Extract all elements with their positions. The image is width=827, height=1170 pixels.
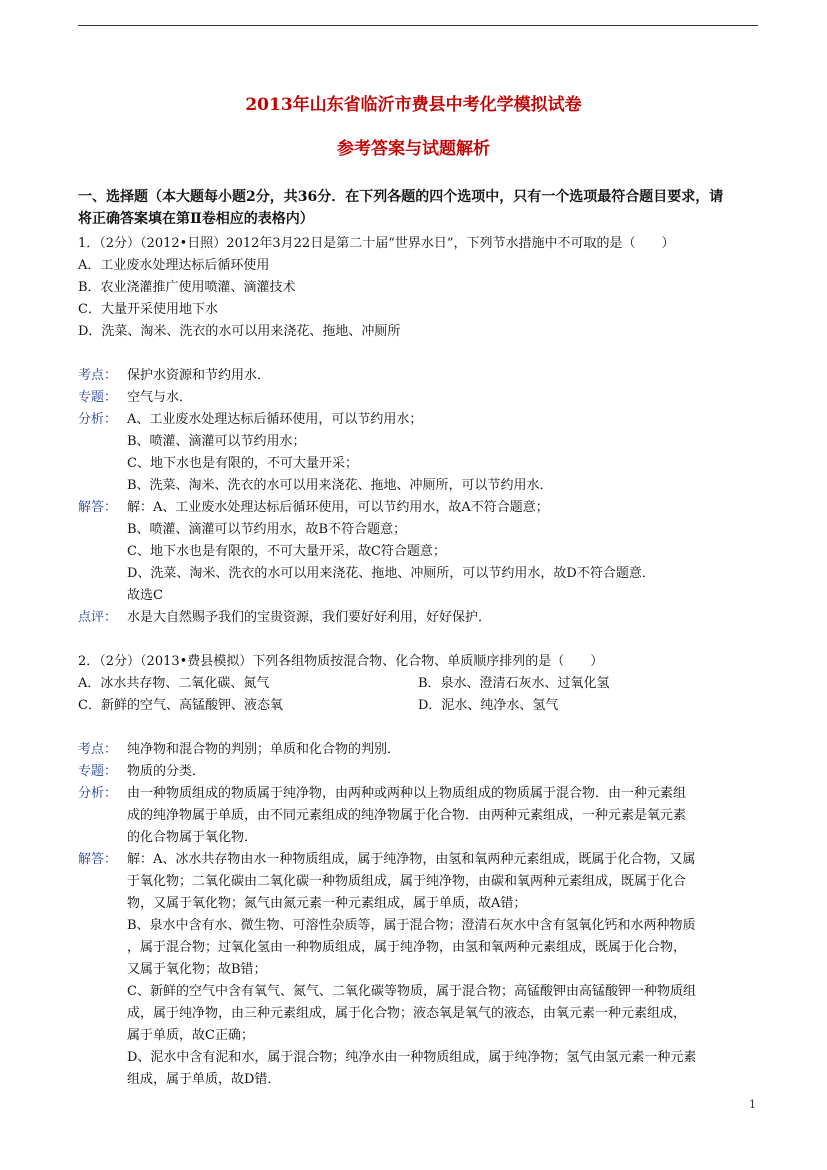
document-title: 2013年山东省临沂市费县中考化学模拟试卷	[245, 95, 582, 115]
question-2-stem: 2．（2分）（2013•费县模拟）下列各组物质按混合物、化合物、单质顺序排列的是（ ）	[78, 654, 604, 669]
q1-fenxi-line: A、工业废水处理达标后循环使用，可以节约用水；	[127, 412, 423, 427]
q1-fenxi-label: 分析：	[78, 412, 118, 427]
section-heading	[78, 186, 758, 230]
q2-jieda-line: 解：A、冰水共存物由水一种物质组成，属于纯净物，由氢和氧两种元素组成，既属于化合物，又属	[127, 852, 696, 867]
q1-jieda-line: B、喷灌、滴灌可以节约用水，故B不符合题意；	[127, 522, 407, 537]
q2-fenxi-label: 分析：	[78, 786, 118, 801]
q2-jieda-line: 成，属于纯净物，由三种元素组成，属于化合物；液态氧是氧气的液态，由氧元素一种元素组成，	[127, 1006, 687, 1021]
header-rule	[78, 25, 758, 26]
q2-kaodian-label: 考点：	[78, 742, 118, 757]
q2-kaodian: 纯净物和混合物的判别；单质和化合物的判别．	[127, 742, 401, 757]
question-2-option-b: B．泉水、澄清石灰水、过氧化氢	[418, 676, 610, 691]
question-2-option-d: D．泥水、纯净水、氢气	[418, 698, 559, 713]
q2-jieda-line: 属于单质，故C正确；	[127, 1028, 254, 1043]
q1-jieda-label: 解答：	[78, 500, 118, 515]
section-heading-line-1: 一、选择题（本大题每小题2分，共36分．在下列各题的四个选项中，只有一个选项最符合题目要求，请	[78, 189, 724, 205]
q2-fenxi-line: 由一种物质组成的物质属于纯净物，由两种或两种以上物质组成的物质属于混合物．由一种元素组	[127, 786, 687, 801]
question-1-stem: 1．（2分）（2012•日照）2012年3月22日是第二十届“世界水日”，下列节水措施中不可取的是（ ）	[78, 236, 675, 251]
q1-fenxi-line: C、地下水也是有限的，不可大量开采；	[127, 456, 358, 471]
question-1-option-d: D．洗菜、淘米、洗衣的水可以用来浇花、拖地、冲厕所	[78, 324, 401, 339]
q1-kaodian: 保护水资源和节约用水．	[127, 368, 271, 383]
q2-jieda-line: C、新鲜的空气中含有氧气、氮气、二氧化碳等物质，属于混合物；高锰酸钾由高锰酸钾一种物质组	[127, 984, 696, 999]
q1-jieda-line: 故选C	[127, 588, 163, 603]
q2-fenxi-line: 成的纯净物属于单质，由不同元素组成的纯净物属于化合物．由两种元素组成，一种元素是氧元素	[127, 808, 687, 823]
document-subtitle: 参考答案与试题解析	[337, 139, 490, 159]
q2-jieda-line: 又属于氧化物；故B错；	[127, 962, 267, 977]
q1-jieda-line: D、洗菜、淘米、洗衣的水可以用来浇花、拖地、冲厕所，可以节约用水，故D不符合题意．	[127, 566, 655, 581]
question-1-option-b: B．农业浇灌推广使用喷灌、滴灌技术	[78, 280, 296, 295]
q1-kaodian-label: 考点：	[78, 368, 118, 383]
page-number: 1	[749, 1098, 756, 1111]
q1-zhuanti-label: 专题：	[78, 390, 118, 405]
q1-fenxi-line: B、喷灌、滴灌可以节约用水；	[127, 434, 306, 449]
q2-fenxi-line: 的化合物属于氧化物．	[127, 830, 258, 845]
question-1-option-a: A．工业废水处理达标后循环使用	[78, 258, 270, 273]
q2-jieda-line: B、泉水中含有水、微生物、可溶性杂质等，属于混合物；澄清石灰水中含有氢氧化钙和水两种物质	[127, 918, 696, 933]
q2-jieda-label: 解答：	[78, 852, 118, 867]
q2-jieda-line: D、泥水中含有泥和水，属于混合物；纯净水由一种物质组成，属于纯净物；氢气由氢元素一种元素	[127, 1050, 697, 1065]
q1-zhuanti: 空气与水．	[127, 390, 193, 405]
question-2-option-c: C．新鲜的空气、高锰酸钾、液态氧	[78, 698, 283, 713]
q1-dianping-label: 点评：	[78, 610, 118, 625]
q2-jieda-line: 组成，属于单质，故D错．	[127, 1072, 281, 1087]
section-heading-line-2: 将正确答案填在第Ⅱ卷相应的表格内）	[78, 211, 314, 227]
q1-jieda-line: 解：A、工业废水处理达标后循环使用，可以节约用水，故A不符合题意；	[127, 500, 549, 515]
question-1-option-c: C．大量开采使用地下水	[78, 302, 218, 317]
q1-fenxi-line: B、洗菜、淘米、洗衣的水可以用来浇花、拖地、冲厕所，可以节约用水．	[127, 478, 553, 493]
question-2-option-a: A．冰水共存物、二氧化碳、氮气	[78, 676, 270, 691]
q2-jieda-line: 物，又属于氧化物；氮气由氮元素一种元素组成，属于单质，故A错；	[127, 896, 527, 911]
q2-jieda-line: ，属于混合物；过氧化氢由一种物质组成，属于纯净物，由氢和氧两种元素组成，既属于化合物，	[127, 940, 687, 955]
q1-dianping: 水是大自然赐予我们的宝贵资源，我们要好好利用，好好保护．	[127, 610, 492, 625]
q2-zhuanti-label: 专题：	[78, 764, 118, 779]
q2-zhuanti: 物质的分类．	[127, 764, 206, 779]
q1-jieda-line: C、地下水也是有限的，不可大量开采，故C符合题意；	[127, 544, 446, 559]
q2-jieda-line: 于氧化物；二氧化碳由二氧化碳一种物质组成，属于纯净物，由碳和氧两种元素组成，既属于化合	[127, 874, 687, 889]
